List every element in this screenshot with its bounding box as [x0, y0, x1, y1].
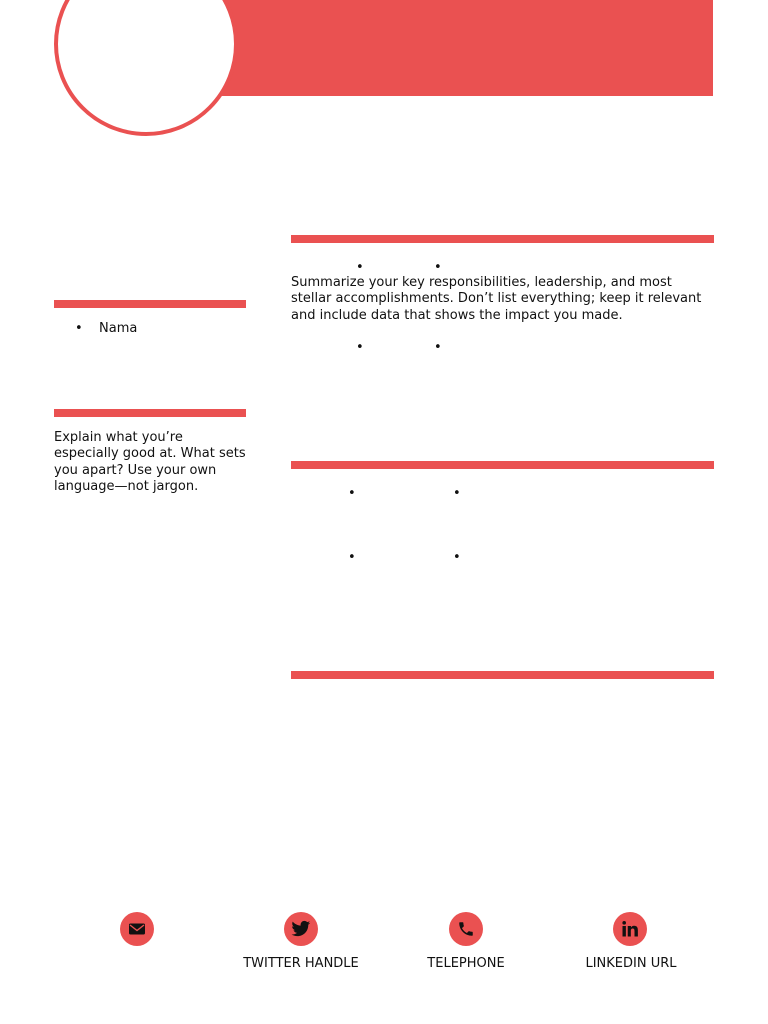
- twitter-bird-icon[interactable]: [284, 912, 318, 946]
- skills-divider: [54, 300, 246, 308]
- about-divider: [54, 409, 246, 417]
- twitter-handle-label: TWITTER HANDLE: [243, 956, 359, 971]
- about-text: Explain what you’re especially good at. What sets you apart? Use your own language—not jargon.: [54, 430, 246, 495]
- bullet-marker: •: [356, 340, 364, 355]
- education-divider: [291, 461, 714, 469]
- skills-list: [75, 321, 137, 337]
- profile-photo-placeholder[interactable]: [54, 0, 238, 136]
- header-band: [210, 0, 713, 96]
- skills-item: • Nama: [75, 321, 137, 337]
- section-divider: [291, 671, 714, 679]
- bullet-marker: •: [453, 550, 461, 565]
- linkedin-icon[interactable]: [613, 912, 647, 946]
- experience-divider: [291, 235, 714, 243]
- bullet-marker: •: [434, 340, 442, 355]
- bullet-marker: •: [434, 260, 442, 275]
- linkedin-url-label: LINKEDIN URL: [585, 956, 677, 971]
- bullet-marker: •: [348, 550, 356, 565]
- telephone-icon[interactable]: [449, 912, 483, 946]
- experience-description: Summarize your key responsibilities, leadership, and most stellar accomplishments. Don’t list everything; keep it relevant and include data that shows the impact you made.: [291, 275, 702, 323]
- bullet-marker: •: [348, 486, 356, 501]
- bullet-marker: •: [453, 486, 461, 501]
- telephone-label: TELEPHONE: [427, 956, 505, 971]
- envelope-icon[interactable]: [120, 912, 154, 946]
- bullet-marker: •: [356, 260, 364, 275]
